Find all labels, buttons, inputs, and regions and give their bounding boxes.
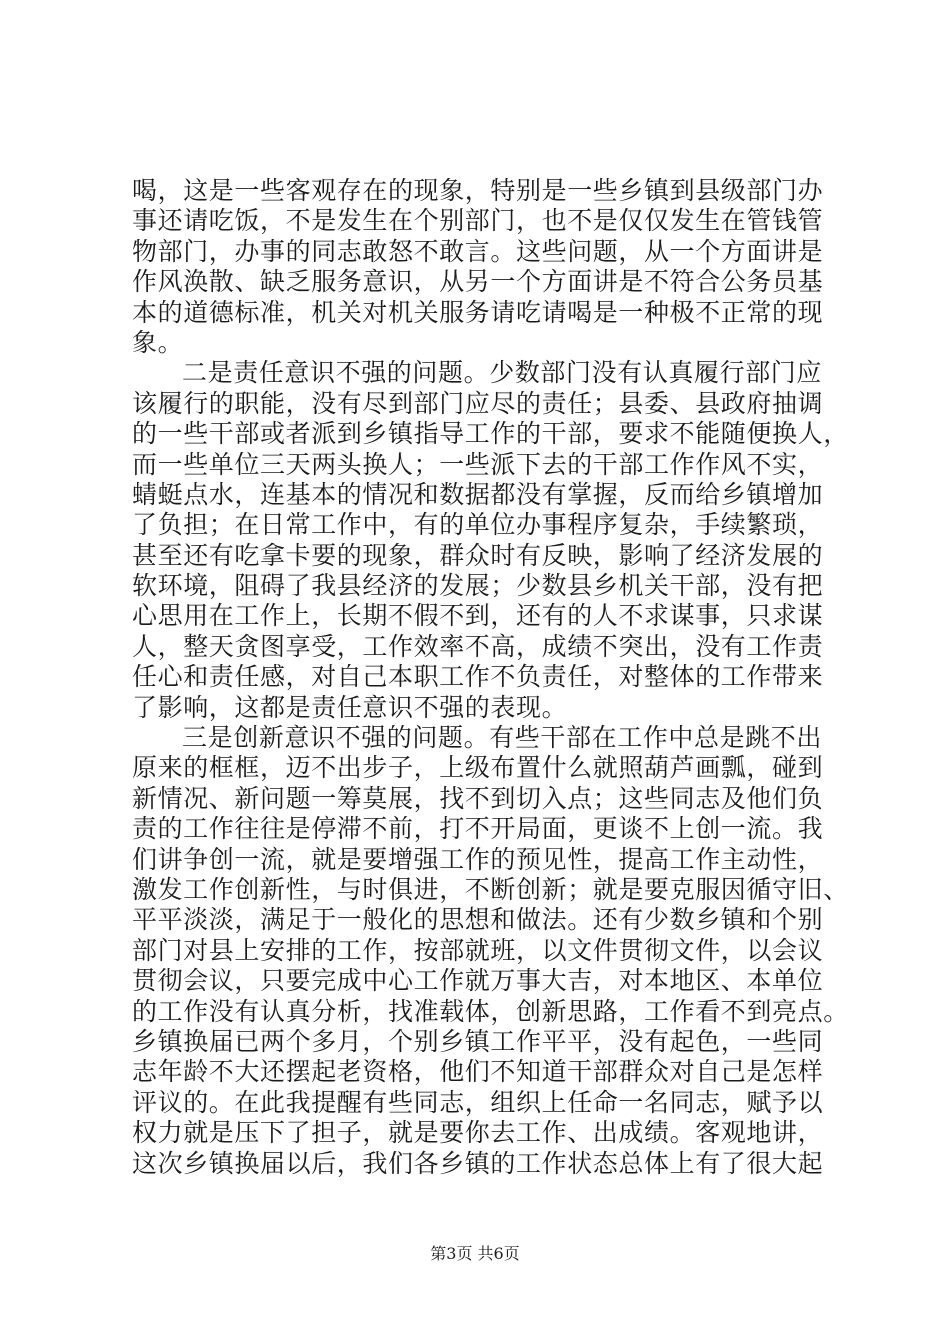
text-line: 们讲争创一流，就是要增强工作的预见性，提高工作主动性， xyxy=(132,844,824,874)
text-line: 甚至还有吃拿卡要的现象，群众时有反映，影响了经济发展的 xyxy=(132,540,824,570)
text-line: 事还请吃饭，不是发生在个别部门，也不是仅仅发生在管钱管 xyxy=(132,206,824,236)
text-line: 权力就是压下了担子，就是要你去工作、出成绩。客观地讲， xyxy=(132,1118,824,1148)
paragraph-start-line: 二是责任意识不强的问题。少数部门没有认真履行部门应 xyxy=(182,358,823,388)
text-line: 平平淡淡，满足于一般化的思想和做法。还有少数乡镇和个别 xyxy=(132,905,824,935)
text-line: 新情况、新问题一筹莫展，找不到切入点；这些同志及他们负 xyxy=(132,783,824,813)
text-line: 了影响，这都是责任意识不强的表现。 xyxy=(132,692,568,722)
text-line: 的工作没有认真分析，找准载体，创新思路，工作看不到亮点。 xyxy=(132,996,849,1026)
text-line: 责的工作往往是停滞不前，打不开局面，更谈不上创一流。我 xyxy=(132,814,824,844)
text-line: 的一些干部或者派到乡镇指导工作的干部，要求不能随便换人， xyxy=(132,419,849,449)
text-line: 物部门，办事的同志敢怒不敢言。这些问题，从一个方面讲是 xyxy=(132,236,824,266)
text-line: 本的道德标准，机关对机关服务请吃请喝是一种极不正常的现 xyxy=(132,297,824,327)
text-line: 评议的。在此我提醒有些同志，组织上任命一名同志，赋予以 xyxy=(132,1087,824,1117)
text-line: 而一些单位三天两头换人；一些派下去的干部工作作风不实， xyxy=(132,449,824,479)
text-line: 喝，这是一些客观存在的现象，特别是一些乡镇到县级部门办 xyxy=(132,176,824,205)
text-line: 软环境，阻碍了我县经济的发展；少数县乡机关干部，没有把 xyxy=(132,571,824,601)
text-line: 贯彻会议，只要完成中心工作就万事大吉，对本地区、本单位 xyxy=(132,966,824,996)
text-line: 任心和责任感，对自己本职工作不负责任，对整体的工作带来 xyxy=(132,662,824,692)
paragraph-start-line: 三是创新意识不强的问题。有些干部在工作中总是跳不出 xyxy=(182,723,823,753)
text-line: 志年龄不大还摆起老资格，他们不知道干部群众对自己是怎样 xyxy=(132,1057,824,1087)
text-line: 原来的框框，迈不出步子，上级布置什么就照葫芦画瓢，碰到 xyxy=(132,753,824,783)
text-line: 乡镇换届已两个多月，个别乡镇工作平平，没有起色，一些同 xyxy=(132,1026,824,1056)
text-line: 激发工作创新性，与时俱进，不断创新；就是要克服因循守旧、 xyxy=(132,874,849,904)
text-line: 象。 xyxy=(132,327,184,357)
text-line: 作风涣散、缺乏服务意识，从另一个方面讲是不符合公务员基 xyxy=(132,267,824,297)
page-number-footer: 第3页 共6页 xyxy=(430,1244,520,1263)
document-body xyxy=(132,176,849,1179)
text-line: 心思用在工作上，长期不假不到，还有的人不求谋事，只求谋 xyxy=(132,601,824,631)
text-line: 该履行的职能，没有尽到部门应尽的责任；县委、县政府抽调 xyxy=(132,388,824,418)
text-line: 蜻蜓点水，连基本的情况和数据都没有掌握，反而给乡镇增加 xyxy=(132,479,824,509)
text-line: 这次乡镇换届以后，我们各乡镇的工作状态总体上有了很大起 xyxy=(132,1148,824,1178)
text-line: 部门对县上安排的工作，按部就班，以文件贯彻文件，以会议 xyxy=(132,935,824,965)
text-line: 人，整天贪图享受，工作效率不高，成绩不突出，没有工作责 xyxy=(132,631,824,661)
text-line: 了负担；在日常工作中，有的单位办事程序复杂，手续繁琐， xyxy=(132,510,824,540)
